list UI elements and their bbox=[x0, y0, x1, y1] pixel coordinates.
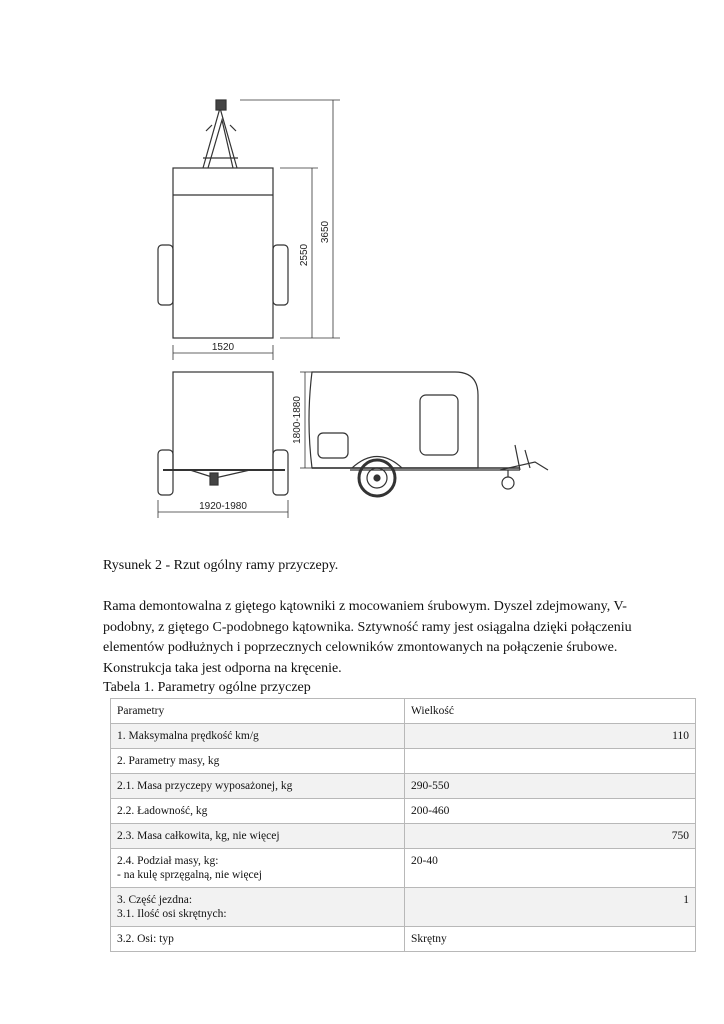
value-cell bbox=[405, 749, 696, 774]
table-row bbox=[111, 888, 696, 927]
description-paragraph: Rama demontowalna z giętego kątowniki z mocowaniem śrubowym. Dyszel zdejmowany, V-podobny, z giętego C-podobnego kątownika. Sztywność ramy jest osiągalna dzięki połączeniu elementów podłużnych i poprzecznych celowników zmontowanych na połączenie śrubowe. Konstrukcja taka jest odporna na kręcenie. bbox=[103, 599, 632, 676]
table-row bbox=[111, 749, 696, 774]
top-view bbox=[158, 100, 288, 338]
table-title: Tabela 1. Parametry ogólne przyczep bbox=[103, 680, 311, 695]
parameter-cell: 2.4. Podział masy, kg: - na kulę sprzęgalną, nie więcej bbox=[111, 849, 405, 888]
table-header-row bbox=[111, 699, 696, 724]
dim-rear-width: 1920-1980 bbox=[199, 501, 247, 512]
rear-view bbox=[158, 372, 288, 518]
value-cell: 20-40 bbox=[405, 849, 696, 888]
parameter-cell: 2.3. Masa całkowita, kg, nie więcej bbox=[111, 824, 405, 849]
value-cell: 290-550 bbox=[405, 774, 696, 799]
value-cell: 110 bbox=[405, 724, 696, 749]
parameter-cell: 3. Część jezdna: 3.1. Ilość osi skrętnych: bbox=[111, 888, 405, 927]
figure-caption: Rysunek 2 - Rzut ogólny ramy przyczepy. bbox=[103, 558, 339, 573]
parameter-cell: 2.2. Ładowność, kg bbox=[111, 799, 405, 824]
table-row bbox=[111, 799, 696, 824]
header-value: Wielkość bbox=[405, 699, 696, 724]
table-row bbox=[111, 927, 696, 952]
value-cell: 1 bbox=[405, 888, 696, 927]
side-view bbox=[300, 372, 548, 496]
parameter-cell: 1. Maksymalna prędkość km/g bbox=[111, 724, 405, 749]
value-cell: 750 bbox=[405, 824, 696, 849]
dim-total-length: 3650 bbox=[320, 220, 331, 244]
table-row bbox=[111, 824, 696, 849]
table-row bbox=[111, 774, 696, 799]
value-cell: Skrętny bbox=[405, 927, 696, 952]
dim-top-width: 1520 bbox=[211, 342, 235, 353]
parameters-table bbox=[110, 698, 696, 952]
parameter-cell: 3.2. Osi: typ bbox=[111, 927, 405, 952]
table-row bbox=[111, 724, 696, 749]
header-parameter: Parametry bbox=[111, 699, 405, 724]
value-cell: 200-460 bbox=[405, 799, 696, 824]
dim-top-length: 2550 bbox=[299, 243, 310, 267]
parameter-cell: 2. Parametry masy, kg bbox=[111, 749, 405, 774]
dim-height: 1800-1880 bbox=[292, 396, 303, 444]
table-row bbox=[111, 849, 696, 888]
top-view-dimensions bbox=[173, 100, 340, 360]
parameter-cell: 2.1. Masa przyczepy wyposażonej, kg bbox=[111, 774, 405, 799]
